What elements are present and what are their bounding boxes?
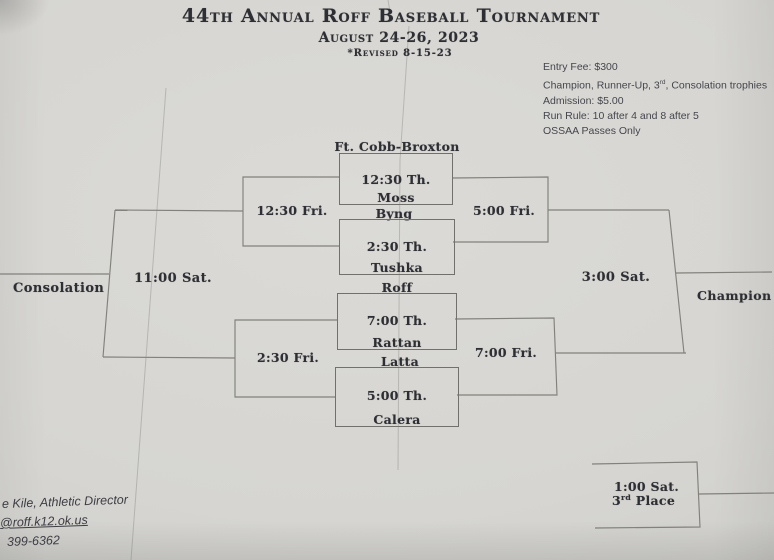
email-address: @roff.k12.ok.us — [0, 512, 88, 530]
consolation-semi-time: 12:30 Fri. — [256, 203, 328, 218]
team-name: Calera — [373, 412, 421, 427]
champion-label: Champion — [697, 288, 772, 303]
phone-number: 399-6362 — [6, 533, 61, 549]
team-name: Ft. Cobb-Broxton — [334, 139, 460, 154]
team-name: Latta — [380, 354, 420, 369]
entry-fee: Entry Fee: $300 — [543, 61, 618, 73]
athletic-director: e Kile, Athletic Director — [1, 492, 129, 511]
game-time: 7:00 Th. — [366, 313, 428, 329]
tournament-info-block — [543, 60, 767, 139]
consolation-final-time: 11:00 Sat. — [134, 271, 212, 286]
game-box — [337, 293, 457, 350]
admission: Admission: $5.00 — [543, 94, 624, 107]
winners-semi-time: 5:00 Fri. — [472, 203, 536, 218]
third-place-label: 3rd Place — [612, 493, 676, 509]
trophies-line: Champion, Runner-Up, 3rd, Consolation trophies — [543, 79, 768, 92]
team-name: Byng — [375, 206, 413, 221]
revised-note: *Revised 8-15-23 — [347, 48, 453, 59]
consolation-label: Consolation — [13, 281, 105, 296]
team-name: Rattan — [372, 335, 422, 350]
championship-final-time: 3:00 Sat. — [581, 270, 651, 285]
left-crease — [131, 88, 166, 560]
consolation-semi-time: 2:30 Fri. — [256, 350, 320, 365]
game-box — [339, 219, 455, 275]
team-name: Roff — [381, 280, 413, 295]
team-name: Tushka — [371, 260, 423, 275]
passes: OSSAA Passes Only — [543, 124, 641, 137]
game-box — [339, 153, 453, 205]
team-name: Moss — [377, 190, 415, 205]
third-place-time: 1:00 Sat. — [614, 479, 680, 494]
event-dates: August 24-26, 2023 — [318, 30, 480, 46]
winners-semi-time: 7:00 Fri. — [474, 345, 538, 360]
page-title: 44th Annual Roff Baseball Tournament — [181, 5, 601, 27]
game-time: 5:00 Th. — [366, 388, 428, 404]
run-rule: Run Rule: 10 after 4 and 8 after 5 — [543, 109, 699, 122]
game-time: 2:30 Th. — [366, 238, 428, 254]
game-time: 12:30 Th. — [361, 171, 431, 187]
game-box — [335, 367, 459, 427]
